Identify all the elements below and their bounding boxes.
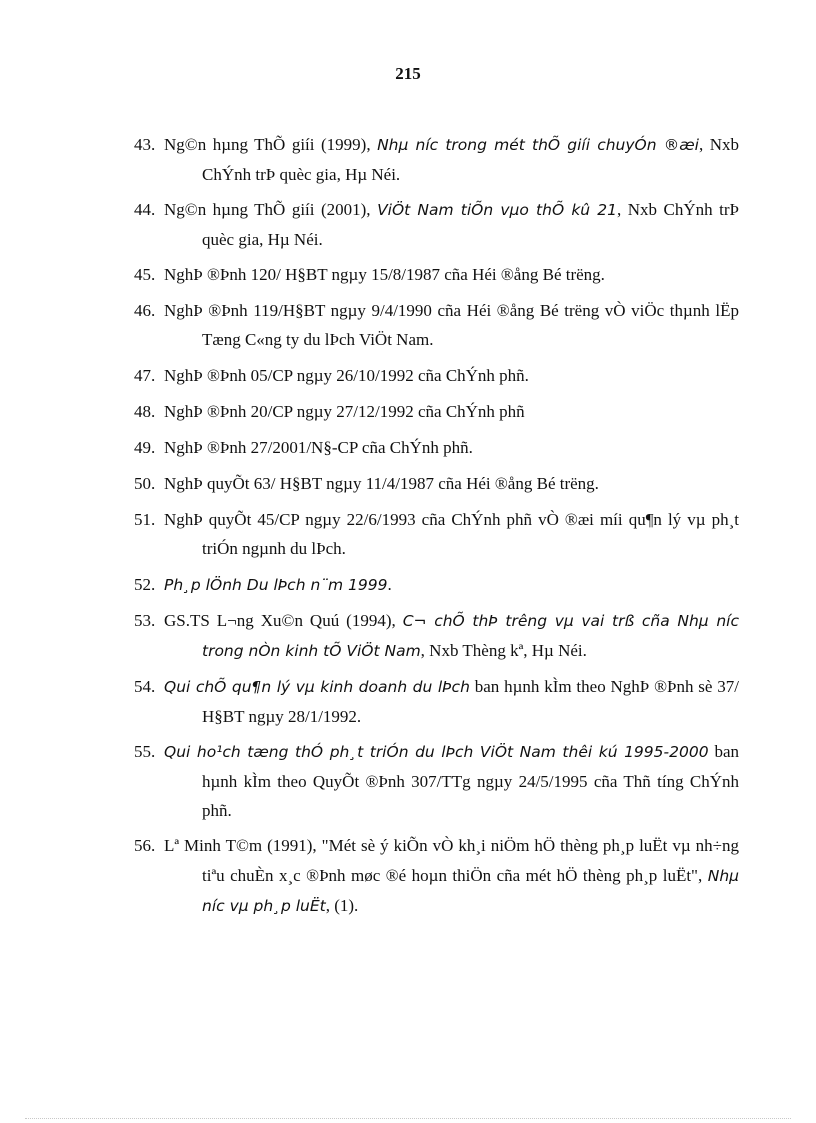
reference-item — [134, 397, 739, 427]
reference-title: Qui ho¹ch tæng thÓ ph¸t triÓn du lÞch ViÖt Nam thêi kú 1995-2000 — [164, 743, 709, 761]
reference-text: NghÞ ®Þnh 20/CP ngµy 27/12/1992 cña ChÝnh phñ — [164, 402, 525, 421]
reference-number: 44. — [134, 200, 156, 219]
reference-title: Nhµ níc trong mét thÕ giíi chuyÓn ®æi — [377, 136, 699, 154]
reference-item — [134, 260, 739, 290]
reference-item — [134, 505, 739, 564]
reference-text: Ng©n hµng ThÕ giíi (2001), — [164, 200, 378, 219]
reference-text-tail: , Nxb ChÝnh trÞ quèc gia, Hµ Néi. — [202, 135, 739, 184]
reference-number: 51. — [134, 510, 156, 529]
reference-number: 54. — [134, 677, 156, 696]
reference-text-tail: ban hµnh kÌm theo NghÞ ®Þnh sè 37/ H§BT ngµy 28/1/1992. — [202, 677, 739, 726]
reference-title: Qui chÕ qu¶n lý vµ kinh doanh du lÞch — [164, 678, 470, 696]
reference-text: NghÞ ®Þnh 119/H§BT ngµy 9/4/1990 cña Héi ®ång Bé trëng vÒ viÖc thµnh lËp Tæng C«ng ty du lÞch ViÖt Nam. — [164, 301, 739, 349]
reference-text: NghÞ quyÕt 63/ H§BT ngµy 11/4/1987 cña Héi ®ång Bé trëng. — [164, 474, 599, 493]
reference-list — [134, 130, 739, 929]
reference-number: 48. — [134, 402, 156, 421]
reference-number: 50. — [134, 474, 156, 493]
reference-text: GS.TS L¬ng Xu©n Quú (1994), — [164, 611, 403, 630]
reference-title: Nhµ níc vµ ph¸p luËt — [202, 867, 739, 915]
reference-item — [134, 606, 739, 666]
reference-number: 43. — [134, 135, 156, 154]
reference-item — [134, 737, 739, 825]
page-number: 215 — [395, 64, 421, 83]
reference-text: NghÞ quyÕt 45/CP ngµy 22/6/1993 cña ChÝnh phñ vÒ ®æi míi qu¶n lý vµ ph¸t triÓn ngµnh du lÞch. — [164, 510, 739, 558]
reference-number: 47. — [134, 366, 156, 385]
page-bottom-border — [25, 1118, 791, 1119]
reference-item — [134, 831, 739, 921]
reference-item — [134, 672, 739, 731]
reference-number: 56. — [134, 836, 156, 855]
reference-number: 55. — [134, 742, 156, 761]
reference-title: C¬ chÕ thÞ trêng vµ vai trß cña Nhµ níc trong nÒn kinh tÕ ViÖt Nam — [202, 612, 739, 660]
reference-number: 45. — [134, 265, 156, 284]
reference-text: Lª Minh T©m (1991), "Mét sè ý kiÕn vÒ kh¸i niÖm hÖ thèng ph¸p luËt vµ nh÷ng tiªu chuÈn x¸c ®Þnh møc ®é hoµn thiÖn cña mét hÖ thèng ph¸p luËt", — [164, 836, 739, 885]
reference-item — [134, 361, 739, 391]
reference-text-tail: , Nxb Thèng kª, Hµ Néi. — [420, 641, 587, 660]
reference-item — [134, 469, 739, 499]
reference-text-tail: ban hµnh kÌm theo QuyÕt ®Þnh 307/TTg ngµy 24/5/1995 cña Thñ tíng ChÝnh phñ. — [202, 742, 739, 820]
reference-item — [134, 195, 739, 254]
reference-text: Ng©n hµng ThÕ giíi (1999), — [164, 135, 378, 154]
reference-number: 53. — [134, 611, 156, 630]
reference-number: 52. — [134, 575, 156, 594]
reference-text: NghÞ ®Þnh 120/ H§BT ngµy 15/8/1987 cña Héi ®ång Bé trëng. — [164, 265, 605, 284]
reference-title: Ph¸p lÖnh Du lÞch n¨m 1999 — [164, 576, 388, 594]
reference-text: NghÞ ®Þnh 27/2001/N§-CP cña ChÝnh phñ. — [164, 438, 473, 457]
reference-text-tail: . — [387, 575, 392, 594]
reference-item — [134, 570, 739, 600]
reference-number: 49. — [134, 438, 156, 457]
reference-item — [134, 130, 739, 189]
reference-text: NghÞ ®Þnh 05/CP ngµy 26/10/1992 cña ChÝnh phñ. — [164, 366, 529, 385]
reference-number: 46. — [134, 301, 156, 320]
reference-title: ViÖt Nam tiÕn vµo thÕ kû 21 — [377, 201, 618, 219]
reference-item — [134, 433, 739, 463]
reference-item — [134, 296, 739, 355]
reference-text-tail: , (1). — [325, 896, 359, 915]
reference-text-tail: , Nxb ChÝnh trÞ quèc gia, Hµ Néi. — [202, 200, 739, 249]
